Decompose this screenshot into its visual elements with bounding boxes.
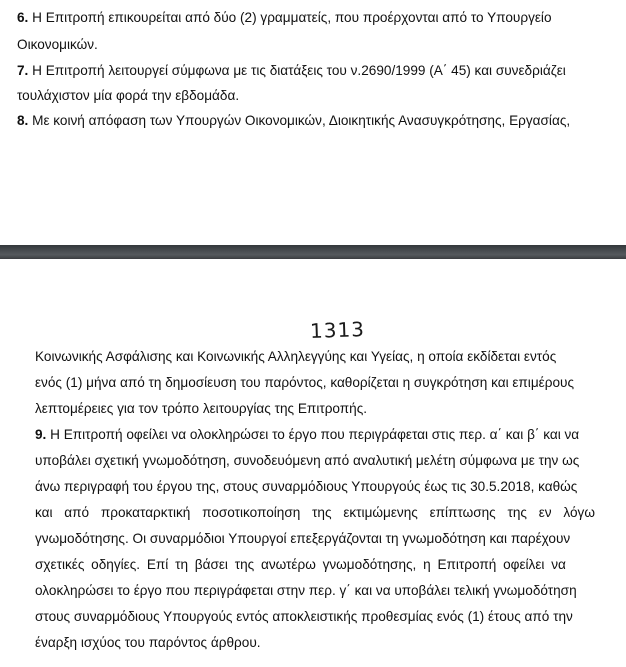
paragraph-text: στους συναρμόδιους Υπουργούς εντός αποκλειστικής προθεσμίας ενός (1) έτους από την — [35, 609, 573, 624]
paragraph-number: 9. — [35, 427, 47, 442]
paragraph-9-line-5 — [35, 531, 570, 547]
paragraph-9-line-6 — [35, 557, 566, 573]
paragraph-text: Οικονομικών. — [17, 37, 98, 52]
paragraph-text: Κοινωνικής Ασφάλισης και Κοινωνικής Αλληλεγγύης και Υγείας, η οποία εκδίδεται εντός — [35, 349, 557, 364]
document-page-upper — [0, 0, 626, 245]
paragraph-6-line-2 — [17, 37, 98, 53]
paragraph-text: έναρξη ισχύος του παρόντος άρθρου. — [35, 635, 261, 650]
paragraph-9-line-3 — [35, 479, 577, 495]
paragraph-8-line-4 — [35, 401, 367, 417]
paragraph-8-line-3 — [35, 375, 574, 391]
paragraph-text: Η Επιτροπή επικουρείται από δύο (2) γραμματείς, που προέρχονται από το Υπουργείο — [28, 10, 552, 25]
paragraph-text: Η Επιτροπή οφείλει να ολοκληρώσει το έργο που περιγράφεται στις περ. α΄ και β΄ και να — [46, 427, 580, 442]
paragraph-text: Με κοινή απόφαση των Υπουργών Οικονομικών, Διοικητικής Ανασυγκρότησης, Εργασίας, — [28, 113, 571, 128]
paragraph-text: ολοκληρώσει το έργο που περιγράφεται στην περ. γ΄ και να υποβάλει τελική γνωμοδότηση — [35, 583, 577, 598]
paragraph-number: 8. — [17, 113, 29, 128]
paragraph-text: άνω περιγραφή του έργου της, στους συναρμόδιους Υπουργούς έως τις 30.5.2018, καθώς — [35, 479, 578, 494]
paragraph-9-line-2 — [35, 453, 579, 469]
paragraph-7-line-2 — [17, 88, 239, 104]
paragraph-9-line-9 — [35, 635, 261, 651]
page-break-separator — [0, 245, 626, 259]
paragraph-number: 7. — [17, 63, 29, 78]
paragraph-text: ενός (1) μήνα από τη δημοσίευση του παρόντος, καθορίζεται η συγκρότηση και επιμέρους — [35, 375, 574, 390]
paragraph-8-line-1 — [17, 113, 570, 129]
paragraph-7-line-1 — [17, 63, 566, 79]
paragraph-text: γνωμοδότησης. Οι συναρμόδιοι Υπουργοί επεξεργάζονται τη γνωμοδότηση και παρέχουν — [35, 531, 571, 546]
paragraph-6-line-1 — [17, 10, 552, 26]
paragraph-9-line-8 — [35, 609, 573, 625]
paragraph-9-line-1 — [35, 427, 579, 443]
handwritten-page-number: 1313 — [309, 317, 366, 343]
paragraph-text: Η Επιτροπή λειτουργεί σύμφωνα με τις διατάξεις του ν.2690/1999 (Α΄ 45) και συνεδριάζει — [28, 63, 566, 78]
paragraph-text: λεπτομέρειες για τον τρόπο λειτουργίας της Επιτροπής. — [35, 401, 368, 416]
paragraph-9-line-7 — [35, 583, 577, 599]
paragraph-text: σχετικές οδηγίες. Επί τη βάσει της ανωτέρω γνωμοδότησης, η Επιτροπή οφείλει να — [35, 557, 566, 572]
paragraph-9-line-4 — [35, 505, 595, 521]
paragraph-text: τουλάχιστον μία φορά την εβδομάδα. — [17, 88, 240, 103]
paragraph-8-line-2 — [35, 349, 590, 365]
paragraph-number: 6. — [17, 10, 29, 25]
paragraph-text: υποβάλει σχετική γνωμοδότηση, συνοδευόμενη από αναλυτική μελέτη σύμφωνα με την ως — [35, 453, 580, 468]
paragraph-text: και από προκαταρκτική ποσοτικοποίηση της εκτιμώμενης επίπτωσης της εν λόγω — [35, 505, 595, 520]
